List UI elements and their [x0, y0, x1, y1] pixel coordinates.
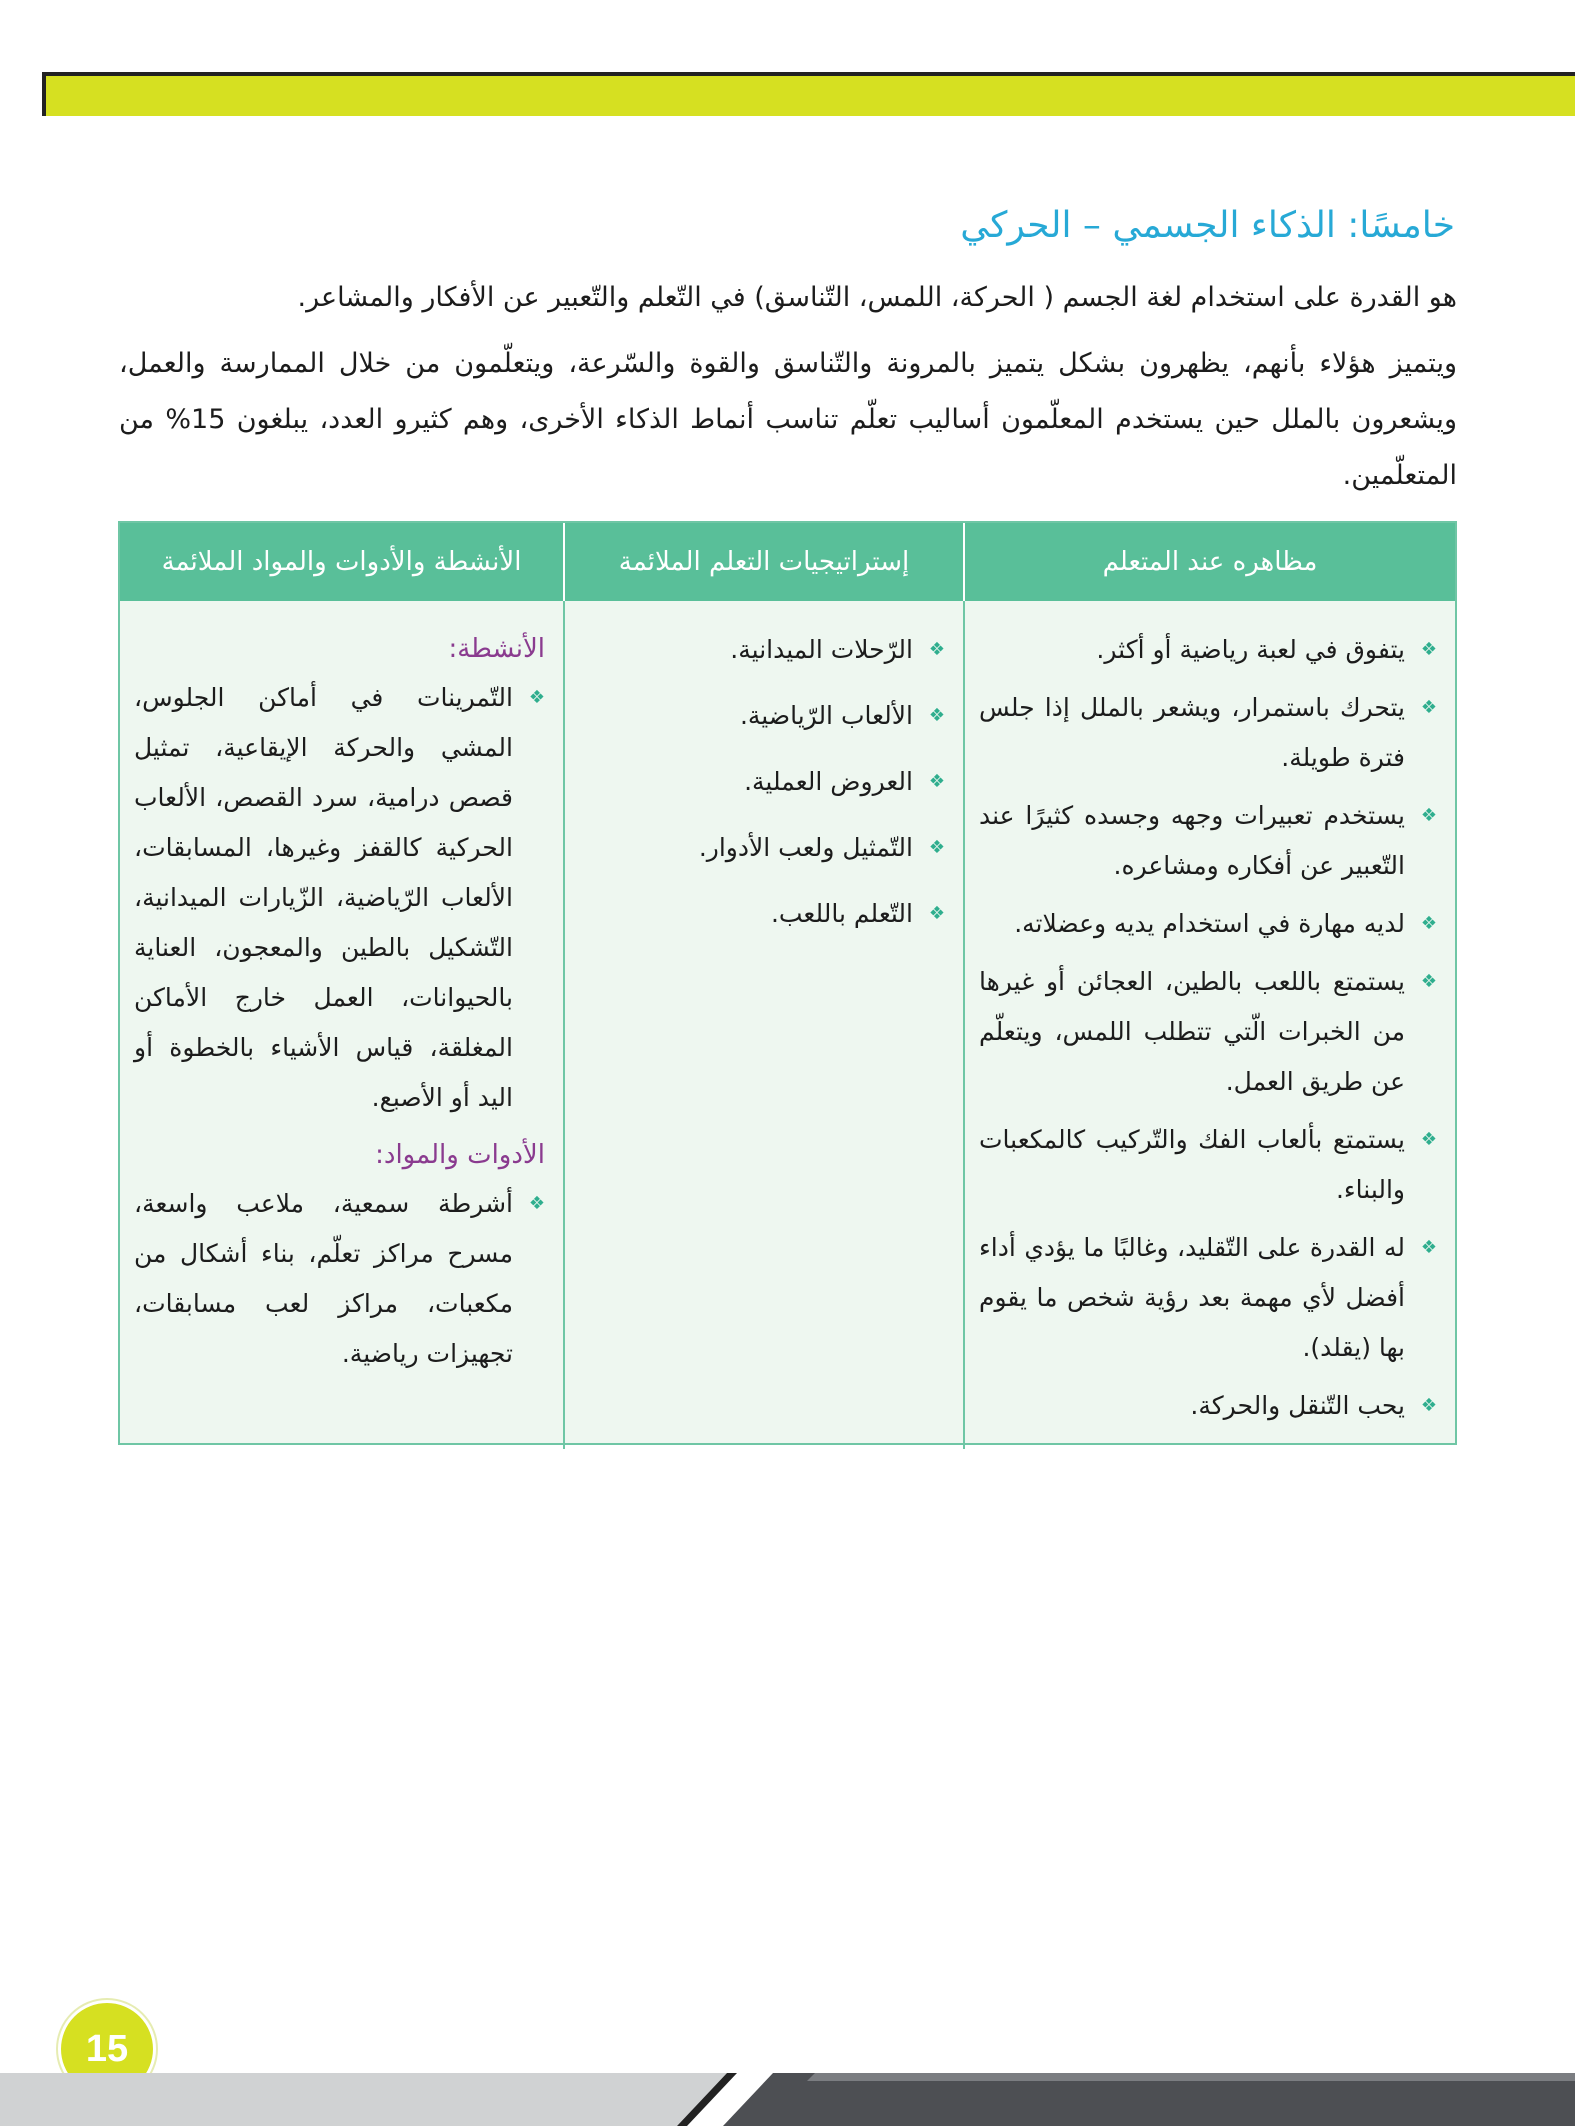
list-item-text: يتحرك باستمرار، ويشعر بالملل إذا جلس فترة طويلة. — [979, 693, 1405, 772]
header-manifestations: مظاهره عند المتعلم — [964, 523, 1455, 601]
manifestation-item — [979, 957, 1437, 1107]
strategy-item — [579, 691, 945, 741]
manifestation-item — [979, 683, 1437, 783]
header-activities: الأنشطة والأدوات والمواد الملائمة — [120, 523, 564, 601]
diamond-bullet-icon: ❖ — [1420, 639, 1437, 660]
list-item-text: الرّحلات الميدانية. — [730, 635, 913, 664]
strategy-item — [579, 823, 945, 873]
diamond-bullet-icon: ❖ — [1420, 1237, 1437, 1258]
list-item-text: يستمتع باللعب بالطين، العجائن أو غيرها من الخبرات الّتي تتطلب اللمس، ويتعلّم عن طريق العمل. — [979, 967, 1405, 1096]
tool-item — [134, 1179, 545, 1379]
tools-list — [134, 1179, 545, 1379]
diamond-bullet-icon: ❖ — [1420, 1395, 1437, 1416]
manifestation-item — [979, 791, 1437, 891]
manifestation-item — [979, 625, 1437, 675]
manifestations-list — [979, 625, 1437, 1431]
list-item-text: لديه مهارة في استخدام يديه وعضلاته. — [1014, 909, 1405, 938]
page-number-badge: 15 — [58, 2000, 156, 2098]
list-item-text: له القدرة على التّقليد، وغالبًا ما يؤدي أداء أفضل لأي مهمة بعد رؤية شخص ما يقوم بها (يقلد). — [979, 1233, 1405, 1362]
list-item-text: العروض العملية. — [744, 767, 913, 796]
tools-label: الأدوات والمواد: — [375, 1140, 545, 1170]
diamond-bullet-icon: ❖ — [528, 1193, 545, 1214]
activities-list — [134, 673, 545, 1123]
table-body-row — [120, 601, 1455, 1449]
diamond-bullet-icon: ❖ — [928, 903, 945, 924]
list-item-text: يستمتع بألعاب الفك والتّركيب كالمكعبات والبناء. — [979, 1125, 1405, 1204]
diamond-bullet-icon: ❖ — [1420, 805, 1437, 826]
strategies-list — [579, 625, 945, 939]
header-strategies: إستراتيجيات التعلم الملائمة — [564, 523, 964, 601]
list-item-text: أشرطة سمعية، ملاعب واسعة، مسرح مراكز تعلّم، بناء أشكال من مكعبات، مراكز لعب مسابقات، تجهيزات رياضية. — [134, 1189, 513, 1368]
manifestation-item — [979, 899, 1437, 949]
diamond-bullet-icon: ❖ — [1420, 697, 1437, 718]
diamond-bullet-icon: ❖ — [928, 639, 945, 660]
list-item-text: التّمرينات في أماكن الجلوس، المشي والحركة الإيقاعية، تمثيل قصص درامية، سرد القصص، الألعاب الحركية كالقفز وغيرها، المسابقات، الألعاب الرّياضية، الزّيارات الميدانية، التّشكيل بالطين والمعجون، العناية بالحيوانات، العمل خارج الأماكن المغلقة، قياس الأشياء بالخطوة أو اليد أو الأصبع. — [134, 683, 513, 1112]
list-item-text: يتفوق في لعبة رياضية أو أكثر. — [1096, 635, 1405, 664]
activities-label: الأنشطة: — [448, 634, 545, 664]
diamond-bullet-icon: ❖ — [1420, 1129, 1437, 1150]
table-header-row — [120, 523, 1455, 601]
manifestations-cell — [964, 601, 1455, 1449]
activities-cell — [120, 601, 564, 1449]
diamond-bullet-icon: ❖ — [928, 771, 945, 792]
list-item-text: التّعلم باللعب. — [770, 899, 913, 928]
activity-item — [134, 673, 545, 1123]
manifestation-item — [979, 1115, 1437, 1215]
section-heading: خامسًا: الذكاء الجسمي – الحركي — [960, 205, 1455, 246]
diamond-bullet-icon: ❖ — [928, 837, 945, 858]
strategy-item — [579, 625, 945, 675]
top-accent-bar — [42, 72, 1575, 116]
manifestation-item — [979, 1223, 1437, 1373]
strategy-item — [579, 757, 945, 807]
diamond-bullet-icon: ❖ — [928, 705, 945, 726]
footer-decoration — [0, 2006, 1575, 2126]
list-item-text: يحب التّنقل والحركة. — [1190, 1391, 1405, 1420]
list-item-text: الألعاب الرّياضية. — [739, 701, 913, 730]
list-item-text: يستخدم تعبيرات وجهه وجسده كثيرًا عند التّعبير عن أفكاره ومشاعره. — [979, 801, 1405, 880]
intelligence-table — [118, 521, 1457, 1445]
strategy-item — [579, 889, 945, 939]
intro-paragraph: هو القدرة على استخدام لغة الجسم ( الحركة، اللمس، التّناسق) في التّعلم والتّعبير عن الأفكار والمشاعر. — [297, 282, 1457, 313]
diamond-bullet-icon: ❖ — [1420, 913, 1437, 934]
description-paragraph: ويتميز هؤلاء بأنهم، يظهرون بشكل يتميز بالمرونة والتّناسق والقوة والسّرعة، ويتعلّمون من خلال الممارسة والعمل، ويشعرون بالملل حين يستخدم المعلّمون أساليب تعلّم تناسب أنماط الذكاء الأخرى، وهم كثيرو العدد، يبلغون 15% من المتعلّمين. — [119, 348, 1457, 491]
manifestation-item — [979, 1381, 1437, 1431]
diamond-bullet-icon: ❖ — [528, 687, 545, 708]
strategies-cell — [564, 601, 964, 1449]
list-item-text: التّمثيل ولعب الأدوار. — [698, 833, 913, 862]
diamond-bullet-icon: ❖ — [1420, 971, 1437, 992]
